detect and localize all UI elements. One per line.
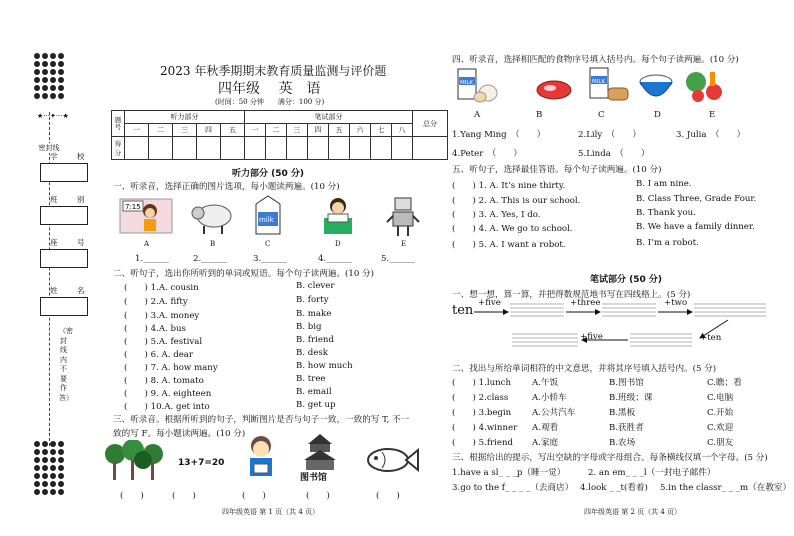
q1-picture-robot (386, 192, 420, 238)
q4-label-c: C (598, 110, 605, 120)
q4-picture-milk-bread (586, 66, 630, 106)
list-item: B.班级；课 (609, 393, 653, 403)
w1-op-5: +ten (700, 333, 722, 343)
written-title: 笔试部分 (50 分) (590, 275, 663, 285)
q3-instruction-1: 三、听录音。根据所听到的句子，判断图片是否与句子一致，一致的写 T, 不一 (113, 415, 410, 425)
list-item[interactable]: ( ) 5.A. festival (124, 337, 203, 347)
class-field[interactable] (40, 206, 88, 225)
list-item[interactable]: ( ) 5.friend (452, 438, 513, 448)
q3-picture-trees (103, 440, 171, 482)
w1-start-word: ten (452, 303, 474, 318)
list-item[interactable]: ( ) 7. A. how many (124, 363, 218, 373)
list-item[interactable]: ( ) 3.begin (452, 408, 512, 418)
q1-picture-sheep (190, 198, 238, 236)
list-item[interactable]: ( ) 5. A. I want a robot. (452, 240, 566, 250)
q4-label-a: A (474, 110, 481, 120)
q1-picture-girl-clock (118, 197, 174, 237)
q4-item-5[interactable]: 5.Linda （ ） (578, 149, 650, 159)
list-item[interactable]: ( ) 9. A. eighteen (124, 389, 212, 399)
list-item: B. I’m a robot. (636, 238, 699, 248)
seal-line-marks: ★···✦···★ (37, 112, 69, 120)
q3-math: 13+7=20 (178, 458, 225, 468)
list-item: C.瞧；看 (707, 378, 742, 388)
list-item[interactable]: ( ) 3. A. Yes, I do. (452, 210, 541, 220)
q4-item-3[interactable]: 3. Julia （ ） (676, 130, 746, 140)
total-header: 总分 (413, 111, 448, 137)
list-item: A.观看 (532, 423, 559, 433)
list-item[interactable]: ( ) 2.A. fifty (124, 297, 188, 307)
w2-instruction: 二、找出与所给单词相符的中文意思，并将其序号填入括号内。(5 分) (452, 364, 717, 374)
q1-blank-4[interactable]: 4.______ (318, 254, 352, 264)
name-label: 姓 名 (50, 286, 91, 295)
list-item: B. email (296, 387, 332, 397)
time-info: (时间：50 分钟 满分：100 分) (215, 98, 325, 106)
list-item: B. clever (296, 281, 335, 291)
list-item: B.黑板 (609, 408, 636, 418)
q1-blank-5[interactable]: 5.______ (381, 254, 415, 264)
w1-op-4: +five (580, 332, 603, 342)
listening-title: 听力部分 (50 分) (232, 169, 305, 179)
list-item: C.开始 (707, 408, 734, 418)
class-label: 班 别 (50, 195, 91, 204)
list-item: A.公共汽车 (532, 408, 576, 418)
list-item[interactable]: ( ) 6. A. dear (124, 350, 194, 360)
w3-item-4[interactable]: 4.look _ _t(看着) (580, 483, 648, 493)
q1-blank-1[interactable]: 1.______ (135, 254, 169, 264)
seat-field[interactable] (40, 249, 88, 268)
q1-blank-2[interactable]: 2.______ (193, 254, 227, 264)
list-item[interactable]: ( ) 1.A. cousin (124, 283, 199, 293)
seat-label: 座 号 (50, 238, 91, 247)
list-item: C.朋友 (707, 438, 734, 448)
list-item[interactable]: ( ) 2. A. This is our school. (452, 196, 581, 206)
list-item[interactable]: ( ) 4.winner (452, 423, 518, 433)
page-footer-1: 四年级英语 第 1 页（共 4 页） (222, 508, 320, 516)
list-item: B. how much (296, 361, 353, 371)
w1-op-1: +five (478, 298, 501, 308)
list-item: B.图书馆 (609, 378, 644, 388)
q4-picture-milk-eggs (456, 67, 502, 105)
q1-label-e: E (401, 240, 407, 248)
q3-library-text: 图书馆 (300, 473, 328, 483)
q1-picture-reading-girl (316, 194, 360, 238)
seal-note: （密封线内不要作答） (59, 327, 73, 402)
list-item: B. Class Three, Grade Four. (636, 194, 757, 204)
q4-item-1[interactable]: 1.Yang Ming （ ） (452, 130, 546, 140)
svg-text:7:15: 7:15 (125, 203, 141, 211)
q4-label-e: E (709, 110, 716, 120)
list-item: B. friend (296, 335, 334, 345)
q3-answer-1[interactable]: ( ) (120, 491, 144, 501)
school-label: 学 校 (50, 152, 91, 161)
score-table: 题号 听力部分 笔试部分 总分 一 二 三 四 五 一 二 三 四 五 六 七 八 得分 (111, 110, 448, 160)
q4-instruction: 四、听录音，选择相匹配的食物序号填入括号内。每个句子读两遍。(10 分) (452, 55, 739, 65)
q1-label-d: D (335, 240, 341, 248)
school-field[interactable] (40, 163, 88, 182)
q2-instruction: 二、听句子，选出你所听到的单词或短语。每个句子读两遍。(10 分) (113, 269, 374, 279)
q1-picture-milk (248, 194, 288, 238)
q3-picture-fish (364, 444, 420, 476)
written-group: 笔试部分 (245, 111, 413, 124)
table-row-head: 题号 (112, 111, 125, 137)
list-item: B. We have a family dinner. (636, 222, 755, 232)
list-item: B. tree (296, 374, 326, 384)
q4-picture-rice (636, 70, 676, 104)
list-item: C.电脑 (707, 393, 734, 403)
list-item[interactable]: ( ) 10.A. get into (124, 402, 210, 412)
q3-answer-4[interactable]: ( ) (306, 491, 330, 501)
w1-op-3: +two (664, 298, 688, 308)
list-item[interactable]: ( ) 2.class (452, 393, 509, 403)
w3-item-1[interactable]: 1.have a sl_ _ _p（睡一觉） (452, 468, 566, 478)
list-item: A.小轿车 (532, 393, 567, 403)
q4-item-4[interactable]: 4.Peter （ ） (452, 149, 522, 159)
list-item: A.午饭 (532, 378, 559, 388)
list-item: B. Thank you. (636, 208, 696, 218)
q3-picture-boy (240, 434, 282, 484)
seal-line-label: 密封线 (36, 143, 62, 153)
list-item: A.家庭 (532, 438, 559, 448)
q4-label-d: D (654, 110, 661, 120)
q1-instruction: 一、听录音，选择正确的图片选项，每小题读两遍。(10 分) (113, 182, 340, 192)
q4-item-2[interactable]: 2.Lily （ ） (578, 130, 641, 140)
dot-column-top (33, 52, 67, 100)
list-item: B. get up (296, 400, 336, 410)
list-item[interactable]: ( ) 8. A. tomato (124, 376, 204, 386)
w1-arrow-diagram (470, 296, 780, 360)
w3-instruction: 三、根据给出的提示，写出空缺的字母或字母组合。每条横线仅填一个字母。(5 分) (452, 453, 768, 463)
grade-subject: 四年级 英 语 (218, 81, 321, 97)
q1-label-c: C (265, 240, 271, 248)
w3-item-3[interactable]: 3.go to the f_ _ _ _（去商店） (452, 483, 574, 493)
q5-instruction: 五、听句子，选择最佳答语。每个句子读两遍。(10 分) (452, 165, 662, 175)
list-item: B. make (296, 309, 332, 319)
svg-text:milk: milk (259, 216, 274, 224)
list-item: B.获胜者 (609, 423, 644, 433)
list-item[interactable]: ( ) 1.lunch (452, 378, 511, 388)
list-item: B. I am nine. (636, 179, 692, 189)
q4-picture-meat (534, 76, 574, 102)
q4-picture-vegetables (682, 66, 730, 106)
list-item[interactable]: ( ) 4. A. We go to school. (452, 224, 573, 234)
list-item[interactable]: ( ) 4.A. bus (124, 324, 186, 334)
dot-column-bottom (33, 440, 67, 496)
page-footer-2: 四年级英语 第 2 页（共 4 页） (584, 508, 682, 516)
list-item[interactable]: ( ) 3.A. money (124, 311, 200, 321)
w1-instruction: 一、想一想，算一算，并把得数规范地书写在四线格上。(5 分) (452, 290, 691, 300)
q3-answer-3[interactable]: ( ) (242, 491, 266, 501)
q3-answer-2[interactable]: ( ) (172, 491, 196, 501)
q4-label-b: B (536, 110, 543, 120)
q1-blank-3[interactable]: 3.______ (253, 254, 287, 264)
w1-op-2: +three (570, 298, 601, 308)
listening-group: 听力部分 (125, 111, 245, 124)
list-item: B. big (296, 322, 322, 332)
q3-instruction-2: 致的写 F。每小题读两遍。(10 分) (113, 429, 246, 439)
w3-item-5[interactable]: 5.in the classr_ _ _m（在教室） (660, 483, 792, 493)
q1-label-b: B (210, 240, 216, 248)
svg-text:MILK: MILK (592, 79, 606, 85)
name-field[interactable] (40, 297, 88, 316)
q3-answer-5[interactable]: ( ) (376, 491, 400, 501)
list-item: B. desk (296, 348, 328, 358)
q1-label-a: A (144, 240, 150, 248)
list-item: B. forty (296, 295, 329, 305)
svg-text:MILK: MILK (460, 80, 474, 86)
list-item: C.欢迎 (707, 423, 734, 433)
exam-title: 2023 年秋季期期末教育质量监测与评价题 (160, 64, 387, 78)
list-item: B.农场 (609, 438, 636, 448)
list-item[interactable]: ( ) 1. A. It’s nine thirty. (452, 181, 566, 191)
w3-item-2[interactable]: 2. an em_ _ _l（一封电子邮件） (588, 468, 716, 478)
